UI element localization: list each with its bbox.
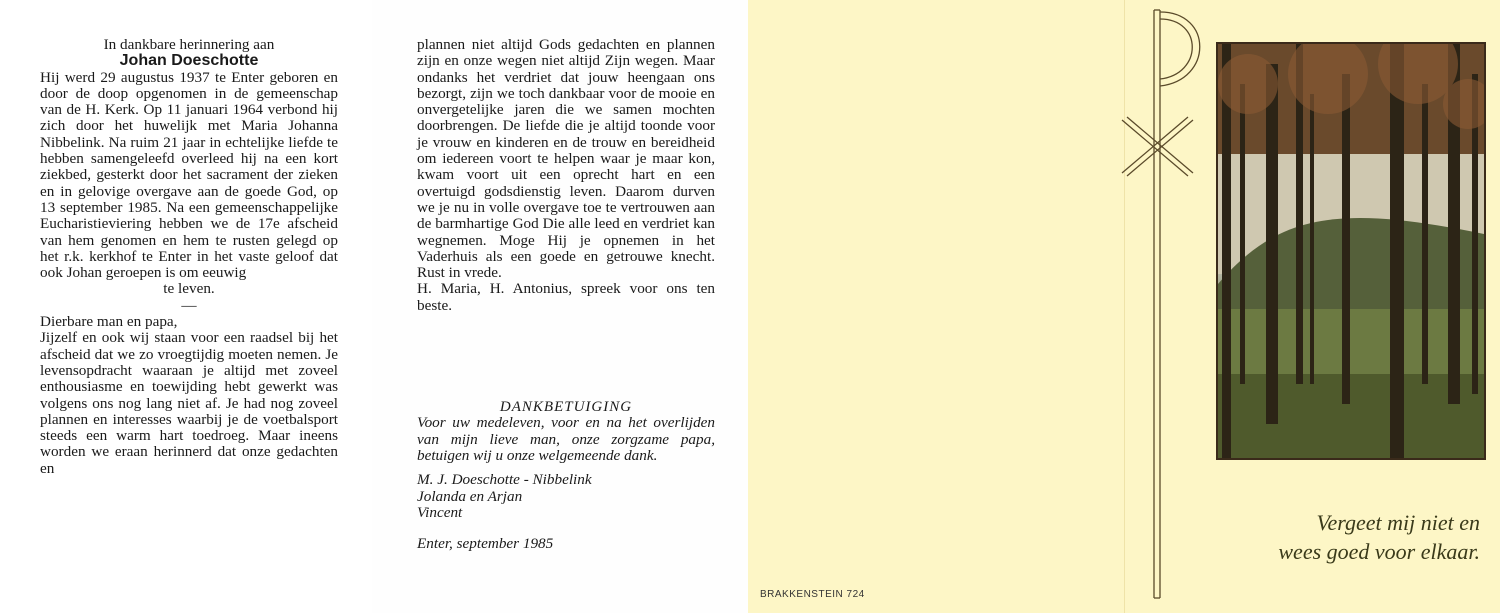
salutation: Dierbare man en papa,: [40, 313, 178, 331]
forest-trees-icon: [1218, 44, 1484, 458]
thanks-section: [417, 399, 715, 552]
cover-page: [748, 0, 1500, 613]
signatory-2: Jolanda en Arjan: [417, 487, 523, 505]
middle-page: [372, 0, 748, 613]
place-date: Enter, september 1985: [417, 534, 554, 552]
left-text-column: [40, 37, 338, 477]
prayer-line: H. Maria, H. Antonius, spreek voor ons ten beste.: [417, 280, 715, 314]
forest-photo: [1216, 42, 1486, 460]
deceased-name: Johan Doeschotte: [119, 52, 259, 70]
thanks-text: Voor uw medeleven, voor en na het overlijden van mijn lieve man, onze zorgzame papa, betuigen wij u onze welgemeende dank.: [417, 414, 715, 464]
motto: [1278, 508, 1480, 566]
middle-text-column: [417, 37, 715, 314]
letter-paragraph: Jijzelf en ook wij staan voor een raadsel bij het afscheid dat we zo vroegtijdig moeten nemen. Je levensopdracht waaraan je altijd met zoveel enthousiasme en toewijding hebt gewerkt was volgens ons nog lang niet af. Je had nog zoveel plannen en interesses waarbij je de voetbalsport steeds een warm hart toedroeg. Maar ineens worden we eraan herinnerd dat onze gedachten en: [40, 329, 338, 477]
motto-line-1: Vergeet mij niet en: [1316, 510, 1480, 535]
biography-end: te leven.: [163, 280, 215, 298]
intro-line: In dankbare herinnering aan: [103, 36, 275, 53]
left-page: [0, 0, 372, 613]
publisher-code: BRAKKENSTEIN 724: [760, 589, 865, 600]
signatory-1: M. J. Doeschotte - Nibbelink: [417, 471, 592, 489]
biography-paragraph: Hij werd 29 augustus 1937 te Enter geboren en door de doop opgenomen in de gemeenschap van de H. Kerk. Op 11 januari 1964 verbond hij zich door het huwelijk met Maria Johanna Nibbelink. Na ruim 21 jaar in echtelijke liefde te hebben samengeleefd overleed hij na een kort ziekbed, gesterkt door het sacrament der zieken en in gelovige overgave aan de goede God, op 13 september 1985. Na een gemeenschappelijke Eucharistieviering hebben we de 17e afscheid van hem genomen en hem te rusten gelegd op het r.k. kerkhof te Enter in het vaste geloof dat ook Johan geroepen is om eeuwig: [40, 68, 338, 282]
thanks-heading: DANKBETUIGING: [499, 399, 633, 415]
motto-line-2: wees goed voor elkaar.: [1278, 539, 1480, 564]
letter-continued-paragraph: plannen niet altijd Gods gedachten en plannen zijn en onze wegen niet altijd Zijn wegen. Maar ondanks het verdriet dat jouw heengaan ons bezorgt, zijn we toch dankbaar voor de mooie en onvergetelijke jaren die we samen mochten doorbrengen. De liefde die je altijd toonde voor je vrouw en kinderen en de trouw en bereidheid om iedereen voort te helpen waar je maar kon, kwam voort uit een oprecht hart en een overtuigd godsdienstig leven. Daarom durven we je nu in volle overgave toe te vertrouwen aan de barmhartige God Die alle leed en verdriet kan wegnemen. Moge Hij je opnemen in het Vaderhuis als een goede en getrouwe knecht. Rust in vrede.: [417, 36, 715, 282]
signatory-3: Vincent: [417, 504, 463, 522]
chi-rho-cross-icon: [1118, 0, 1208, 613]
separator-dash: —: [181, 296, 197, 314]
